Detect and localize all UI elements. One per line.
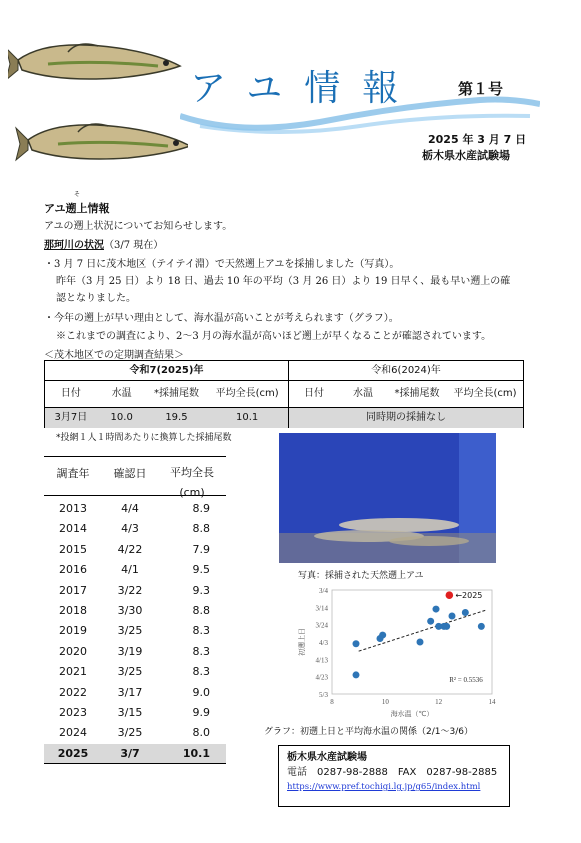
publish-date: 2025 年 3 月 7 日 — [428, 133, 527, 146]
bullet-2-cont: ※これまでの調査により、2～3 月の海水温が高いほど遡上が早くなることが確認されています。 — [56, 331, 492, 342]
section-title: アユ遡上情報 — [44, 202, 110, 215]
row-year: 2020 — [59, 644, 87, 658]
row-year: 2019 — [59, 624, 87, 638]
row-date: 3/30 — [117, 603, 143, 617]
chart-caption: グラフ：初遡上日と平均海水温の関係（2/1～3/6） — [264, 727, 473, 737]
y-tick-label: 3/4 — [319, 587, 328, 595]
row-year: 2024 — [59, 726, 87, 740]
data-point — [449, 613, 456, 620]
bullet-2: ・今年の遡上が早い理由として、海水温が高いことが考えられます（グラフ）。 — [44, 313, 399, 324]
col-catch: *採捕尾数 — [394, 388, 440, 399]
col-year: 調査年 — [56, 467, 90, 480]
ayu-fish-illustration — [8, 30, 188, 200]
survey-year: 令和7(2025)年 — [45, 361, 288, 381]
row-date: 4/3 — [121, 522, 139, 536]
row-date: 3/17 — [117, 685, 143, 699]
table-row — [44, 662, 226, 682]
r-squared-label: R² = 0.5536 — [449, 676, 483, 684]
row-length: 8.8 — [192, 522, 210, 536]
row-year: 2018 — [59, 603, 87, 617]
row-date: 4/22 — [117, 542, 143, 556]
y-tick-label: 3/14 — [315, 604, 328, 613]
bullet-1-cont2: 認となりました。 — [56, 293, 136, 304]
row-date: 4/4 — [121, 502, 139, 515]
data-point — [353, 640, 360, 647]
row-date: 4/1 — [121, 563, 139, 577]
row-date: 3/25 — [117, 624, 143, 638]
row-length: 9.5 — [192, 563, 210, 577]
history-header — [44, 456, 226, 499]
fish-icon — [8, 44, 180, 80]
table-row — [44, 581, 226, 601]
page-title: アユ情報 — [190, 68, 421, 109]
river-name: 那珂川の状況 — [44, 240, 104, 251]
row-length: 8.0 — [192, 726, 210, 740]
data-point — [417, 639, 424, 646]
survey-year: 令和6(2024)年 — [289, 361, 523, 381]
row-length: 8.3 — [192, 624, 210, 638]
table-row — [44, 601, 226, 621]
row-date: 3/25 — [117, 665, 143, 679]
col-temp: 水温 — [111, 388, 132, 399]
row-date: 3/19 — [117, 644, 143, 658]
contact-url-link[interactable]: https://www.pref.tochigi.lg.jp/g65/index.html — [287, 782, 481, 792]
history-rows — [44, 499, 226, 764]
row-length: 9.0 — [192, 685, 210, 699]
survey-values — [45, 407, 288, 428]
data-point-2025 — [446, 591, 454, 599]
table-row — [44, 519, 226, 539]
row-year: 2016 — [59, 563, 87, 577]
survey-values — [289, 407, 523, 428]
table-row — [44, 723, 226, 743]
survey-note: *投網１人１時間あたりに換算した採捕尾数 — [56, 433, 232, 443]
row-date: 3/22 — [117, 583, 143, 597]
x-tick-label: 10 — [381, 698, 389, 706]
row-year: 2025 — [57, 746, 89, 760]
x-tick-label: 12 — [435, 698, 443, 706]
row-year: 2021 — [59, 665, 87, 679]
survey-2025 — [45, 361, 289, 427]
row-length: 8.3 — [192, 644, 210, 658]
contact-org: 栃木県水産試験場 — [287, 752, 367, 763]
y-tick-label: 5/3 — [319, 691, 328, 699]
table-row — [44, 540, 226, 560]
val-temp: 10.0 — [110, 412, 133, 423]
intro-text: アユの遡上状況についてお知らせします。 — [44, 221, 233, 232]
row-length: 7.9 — [192, 542, 210, 556]
y-axis-label: 初遡上日 — [298, 628, 306, 656]
row-year: 2015 — [59, 542, 87, 556]
row-length: 8.8 — [192, 603, 210, 617]
river-heading — [44, 237, 163, 254]
table-row — [44, 683, 226, 703]
col-length: 平均全長(cm) — [453, 388, 517, 399]
no-catch-text: 同時期の採捕なし — [366, 412, 446, 423]
row-year: 2014 — [59, 522, 87, 536]
val-date: 3月7日 — [54, 412, 88, 423]
bullet-1: ・3 月 7 日に茂木地区（テイテイ淵）で天然遡上アユを採捕しました（写真）。 — [44, 259, 400, 270]
river-date: （3/7 現在） — [104, 240, 164, 251]
data-point — [478, 623, 485, 630]
survey-2024 — [289, 361, 523, 427]
row-length: 8.9 — [192, 502, 210, 515]
y-tick-label: 3/24 — [315, 621, 328, 630]
col-confirm-date: 確認日 — [113, 467, 147, 480]
fish-icon — [16, 124, 188, 160]
y-tick-label: 4/13 — [315, 656, 328, 665]
row-year: 2017 — [59, 583, 87, 597]
col-date: 日付 — [304, 388, 324, 399]
issue-number: 第１号 — [458, 80, 504, 98]
x-tick-label: 14 — [488, 698, 496, 706]
data-point — [353, 671, 360, 678]
row-year: 2023 — [59, 705, 87, 719]
table-row — [44, 703, 226, 723]
trendline — [359, 610, 487, 651]
x-axis-label: 海水温（℃） — [390, 710, 434, 718]
contact-box — [278, 745, 510, 807]
data-point — [379, 632, 386, 639]
row-length: 9.9 — [192, 705, 210, 719]
data-point — [427, 618, 434, 625]
table-row — [44, 499, 226, 519]
table-row — [44, 621, 226, 641]
x-tick-label: 8 — [330, 698, 334, 706]
ruby-text: そ — [74, 191, 81, 198]
y-tick-label: 4/3 — [319, 639, 328, 647]
col-avg-length-label: 平均全長 — [170, 466, 214, 479]
val-catch: 19.5 — [165, 412, 188, 423]
col-avg-length — [158, 457, 226, 499]
row-date: 3/15 — [117, 705, 143, 719]
data-point — [433, 606, 440, 613]
col-avg-length-unit: (cm) — [179, 486, 205, 499]
row-length: 10.1 — [182, 746, 210, 760]
row-year: 2013 — [59, 502, 87, 515]
col-catch: *採捕尾数 — [153, 388, 199, 399]
row-length: 8.3 — [192, 665, 210, 679]
y-tick-label: 4/23 — [315, 673, 328, 682]
scatter-chart — [292, 584, 502, 722]
data-point — [443, 623, 450, 630]
col-date: 日付 — [60, 388, 81, 399]
bullet-1-cont: 昨年（3 月 25 日）より 18 日、過去 10 年の平均（3 月 26 日）より 19 日早く、最も早い遡上の確 — [56, 276, 511, 287]
row-year: 2022 — [59, 685, 87, 699]
row-date: 3/25 — [117, 726, 143, 740]
data-point — [462, 609, 469, 616]
row-date: 3/7 — [120, 746, 140, 760]
col-length: 平均全長(cm) — [215, 388, 279, 399]
history-table — [44, 456, 226, 764]
survey-caption: ＜茂木地区での定期調査結果＞ — [44, 350, 184, 361]
photo-caption: 写真：採捕された天然遡上アユ — [298, 571, 424, 581]
val-length: 10.1 — [236, 412, 259, 423]
contact-phone: 電話 0287-98-2888 FAX 0287-98-2885 — [287, 767, 498, 778]
survey-table — [44, 360, 524, 428]
survey-columns — [45, 381, 288, 407]
col-temp: 水温 — [353, 388, 373, 399]
row-length: 9.3 — [192, 583, 210, 597]
table-row — [44, 642, 226, 662]
table-row — [44, 744, 226, 764]
ayu-photo — [279, 433, 496, 563]
survey-columns — [289, 381, 523, 407]
table-row — [44, 560, 226, 580]
highlight-label: ←2025 — [455, 591, 483, 601]
publisher: 栃木県水産試験場 — [422, 149, 510, 162]
